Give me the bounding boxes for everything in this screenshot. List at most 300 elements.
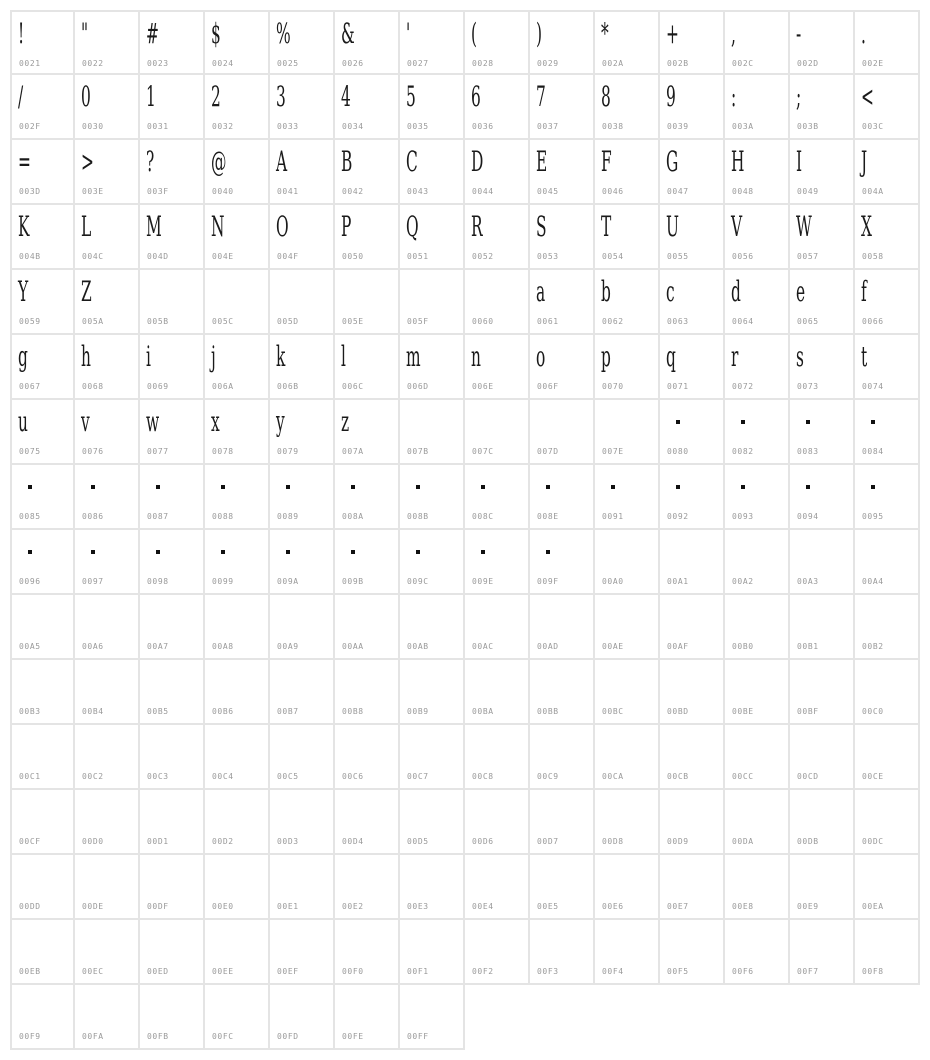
glyph-cell bbox=[725, 660, 790, 725]
glyph-sample: p bbox=[601, 340, 611, 373]
codepoint-label: 0055 bbox=[667, 252, 689, 261]
codepoint-label: 00B4 bbox=[82, 707, 104, 716]
codepoint-label: 00FD bbox=[277, 1032, 299, 1041]
codepoint-label: 0047 bbox=[667, 187, 689, 196]
glyph-cell bbox=[335, 75, 400, 140]
glyph-sample: s bbox=[796, 340, 804, 373]
glyph-cell bbox=[270, 855, 335, 920]
glyph-cell bbox=[660, 335, 725, 400]
codepoint-label: 00C7 bbox=[407, 772, 429, 781]
codepoint-label: 00F2 bbox=[472, 967, 494, 976]
glyph-cell bbox=[335, 530, 400, 595]
glyph-sample: N bbox=[211, 210, 225, 243]
glyph-cell bbox=[725, 595, 790, 660]
glyph-sample: l bbox=[341, 340, 346, 373]
glyph-cell bbox=[725, 205, 790, 270]
glyph-cell bbox=[530, 400, 595, 465]
glyph-cell bbox=[465, 855, 530, 920]
placeholder-dot-icon bbox=[871, 420, 875, 424]
glyph-cell bbox=[335, 660, 400, 725]
glyph-cell bbox=[400, 270, 465, 335]
glyph-cell bbox=[790, 530, 855, 595]
glyph-cell bbox=[855, 335, 920, 400]
codepoint-label: 00DD bbox=[19, 902, 41, 911]
glyph-sample: S bbox=[536, 210, 547, 243]
glyph-cell bbox=[790, 205, 855, 270]
glyph-cell bbox=[595, 75, 660, 140]
glyph-cell bbox=[595, 855, 660, 920]
codepoint-label: 00AD bbox=[537, 642, 559, 651]
glyph-cell bbox=[855, 660, 920, 725]
glyph-cell bbox=[335, 855, 400, 920]
glyph-cell bbox=[595, 270, 660, 335]
glyph-cell bbox=[595, 920, 660, 985]
glyph-cell bbox=[140, 205, 205, 270]
codepoint-label: 0069 bbox=[147, 382, 169, 391]
codepoint-label: 0049 bbox=[797, 187, 819, 196]
codepoint-label: 005D bbox=[277, 317, 299, 326]
glyph-cell bbox=[725, 10, 790, 75]
glyph-cell bbox=[465, 790, 530, 855]
glyph-sample: v bbox=[81, 405, 90, 438]
glyph-sample: / bbox=[18, 80, 24, 113]
codepoint-label: 0061 bbox=[537, 317, 559, 326]
codepoint-label: 00A0 bbox=[602, 577, 624, 586]
codepoint-label: 008B bbox=[407, 512, 429, 521]
codepoint-label: 00F6 bbox=[732, 967, 754, 976]
glyph-sample: g bbox=[18, 340, 28, 373]
codepoint-label: 00AF bbox=[667, 642, 689, 651]
glyph-cell bbox=[75, 595, 140, 660]
glyph-cell bbox=[10, 530, 75, 595]
codepoint-label: 00E6 bbox=[602, 902, 624, 911]
glyph-sample: z bbox=[341, 405, 350, 438]
glyph-cell bbox=[335, 270, 400, 335]
glyph-cell bbox=[660, 465, 725, 530]
glyph-sample: j bbox=[211, 340, 216, 373]
codepoint-label: 005B bbox=[147, 317, 169, 326]
glyph-cell bbox=[75, 335, 140, 400]
codepoint-label: 00BE bbox=[732, 707, 754, 716]
glyph-cell bbox=[595, 400, 660, 465]
codepoint-label: 00B7 bbox=[277, 707, 299, 716]
glyph-cell bbox=[660, 530, 725, 595]
glyph-cell bbox=[270, 920, 335, 985]
glyph-cell bbox=[335, 400, 400, 465]
glyph-cell bbox=[400, 855, 465, 920]
glyph-sample: i bbox=[146, 340, 151, 373]
codepoint-label: 0066 bbox=[862, 317, 884, 326]
glyph-cell bbox=[335, 335, 400, 400]
glyph-cell bbox=[660, 660, 725, 725]
glyph-sample: G bbox=[666, 145, 679, 178]
codepoint-label: 0026 bbox=[342, 59, 364, 68]
codepoint-label: 00BA bbox=[472, 707, 494, 716]
glyph-cell bbox=[660, 270, 725, 335]
glyph-cell bbox=[660, 205, 725, 270]
glyph-cell bbox=[205, 75, 270, 140]
glyph-cell bbox=[465, 530, 530, 595]
placeholder-dot-icon bbox=[286, 485, 290, 489]
glyph-cell bbox=[10, 270, 75, 335]
codepoint-label: 00B8 bbox=[342, 707, 364, 716]
codepoint-label: 00B9 bbox=[407, 707, 429, 716]
glyph-cell bbox=[10, 205, 75, 270]
glyph-cell bbox=[10, 335, 75, 400]
glyph-sample: L bbox=[81, 210, 92, 243]
glyph-sample: F bbox=[601, 145, 612, 178]
placeholder-dot-icon bbox=[156, 550, 160, 554]
codepoint-label: 00B0 bbox=[732, 642, 754, 651]
placeholder-dot-icon bbox=[28, 485, 32, 489]
codepoint-label: 003F bbox=[147, 187, 169, 196]
codepoint-label: 0074 bbox=[862, 382, 884, 391]
glyph-cell bbox=[790, 465, 855, 530]
codepoint-label: 00AB bbox=[407, 642, 429, 651]
codepoint-label: 002E bbox=[862, 59, 884, 68]
codepoint-label: 0071 bbox=[667, 382, 689, 391]
codepoint-label: 00B5 bbox=[147, 707, 169, 716]
glyph-cell bbox=[855, 205, 920, 270]
codepoint-label: 003D bbox=[19, 187, 41, 196]
codepoint-label: 00FB bbox=[147, 1032, 169, 1041]
glyph-sample: ! bbox=[18, 17, 25, 50]
codepoint-label: 00B1 bbox=[797, 642, 819, 651]
codepoint-label: 00D3 bbox=[277, 837, 299, 846]
codepoint-label: 0085 bbox=[19, 512, 41, 521]
codepoint-label: 00DE bbox=[82, 902, 104, 911]
codepoint-label: 00AC bbox=[472, 642, 494, 651]
glyph-cell bbox=[10, 75, 75, 140]
codepoint-label: 0058 bbox=[862, 252, 884, 261]
codepoint-label: 00E8 bbox=[732, 902, 754, 911]
glyph-sample: 7 bbox=[536, 80, 546, 113]
codepoint-label: 00D0 bbox=[82, 837, 104, 846]
codepoint-label: 0053 bbox=[537, 252, 559, 261]
codepoint-label: 0075 bbox=[19, 447, 41, 456]
glyph-sample: ? bbox=[146, 145, 155, 178]
codepoint-label: 00EE bbox=[212, 967, 234, 976]
glyph-cell bbox=[595, 335, 660, 400]
placeholder-dot-icon bbox=[28, 550, 32, 554]
codepoint-label: 0029 bbox=[537, 59, 559, 68]
glyph-sample: X bbox=[861, 210, 872, 243]
codepoint-label: 00F5 bbox=[667, 967, 689, 976]
glyph-cell bbox=[270, 205, 335, 270]
codepoint-label: 009F bbox=[537, 577, 559, 586]
glyph-sample: - bbox=[796, 17, 802, 50]
codepoint-label: 0045 bbox=[537, 187, 559, 196]
glyph-cell bbox=[75, 790, 140, 855]
codepoint-label: 002D bbox=[797, 59, 819, 68]
codepoint-label: 0057 bbox=[797, 252, 819, 261]
codepoint-label: 0093 bbox=[732, 512, 754, 521]
glyph-cell bbox=[400, 595, 465, 660]
codepoint-label: 0077 bbox=[147, 447, 169, 456]
placeholder-dot-icon bbox=[806, 485, 810, 489]
codepoint-label: 00CE bbox=[862, 772, 884, 781]
glyph-cell bbox=[10, 595, 75, 660]
codepoint-label: 0052 bbox=[472, 252, 494, 261]
codepoint-label: 0050 bbox=[342, 252, 364, 261]
glyph-cell bbox=[790, 75, 855, 140]
codepoint-label: 0051 bbox=[407, 252, 429, 261]
glyph-cell bbox=[270, 595, 335, 660]
codepoint-label: 0046 bbox=[602, 187, 624, 196]
glyph-cell bbox=[75, 660, 140, 725]
glyph-cell bbox=[400, 465, 465, 530]
codepoint-label: 00E4 bbox=[472, 902, 494, 911]
glyph-sample: C bbox=[406, 145, 418, 178]
glyph-cell bbox=[725, 335, 790, 400]
codepoint-label: 008A bbox=[342, 512, 364, 521]
glyph-cell bbox=[270, 660, 335, 725]
codepoint-label: 005C bbox=[212, 317, 234, 326]
glyph-cell bbox=[140, 920, 205, 985]
codepoint-label: 0078 bbox=[212, 447, 234, 456]
glyph-cell bbox=[855, 530, 920, 595]
glyph-cell bbox=[790, 920, 855, 985]
codepoint-label: 00EF bbox=[277, 967, 299, 976]
placeholder-dot-icon bbox=[416, 485, 420, 489]
glyph-cell bbox=[75, 530, 140, 595]
codepoint-label: 0054 bbox=[602, 252, 624, 261]
codepoint-label: 004B bbox=[19, 252, 41, 261]
glyph-cell bbox=[205, 790, 270, 855]
glyph-sample: V bbox=[731, 210, 743, 243]
codepoint-label: 00E2 bbox=[342, 902, 364, 911]
glyph-sample: m bbox=[406, 340, 421, 373]
glyph-cell bbox=[725, 75, 790, 140]
codepoint-label: 0098 bbox=[147, 577, 169, 586]
glyph-cell bbox=[725, 725, 790, 790]
codepoint-label: 0027 bbox=[407, 59, 429, 68]
glyph-cell bbox=[140, 465, 205, 530]
glyph-sample: 8 bbox=[601, 80, 611, 113]
codepoint-label: 0062 bbox=[602, 317, 624, 326]
codepoint-label: 0025 bbox=[277, 59, 299, 68]
codepoint-label: 0044 bbox=[472, 187, 494, 196]
glyph-sample: t bbox=[861, 340, 868, 373]
glyph-cell bbox=[530, 205, 595, 270]
codepoint-label: 00C4 bbox=[212, 772, 234, 781]
codepoint-label: 0033 bbox=[277, 122, 299, 131]
codepoint-label: 002A bbox=[602, 59, 624, 68]
glyph-sample: 4 bbox=[341, 80, 351, 113]
codepoint-label: 0064 bbox=[732, 317, 754, 326]
codepoint-label: 007D bbox=[537, 447, 559, 456]
glyph-cell bbox=[140, 75, 205, 140]
codepoint-label: 0079 bbox=[277, 447, 299, 456]
codepoint-label: 002C bbox=[732, 59, 754, 68]
glyph-cell bbox=[595, 10, 660, 75]
glyph-cell bbox=[855, 595, 920, 660]
codepoint-label: 009C bbox=[407, 577, 429, 586]
glyph-cell bbox=[530, 920, 595, 985]
codepoint-label: 00DA bbox=[732, 837, 754, 846]
glyph-cell bbox=[335, 10, 400, 75]
codepoint-label: 005F bbox=[407, 317, 429, 326]
glyph-sample: n bbox=[471, 340, 481, 373]
codepoint-label: 0042 bbox=[342, 187, 364, 196]
glyph-cell bbox=[270, 530, 335, 595]
glyph-cell bbox=[660, 855, 725, 920]
glyph-cell bbox=[660, 10, 725, 75]
placeholder-dot-icon bbox=[351, 485, 355, 489]
glyph-cell bbox=[530, 595, 595, 660]
glyph-sample: w bbox=[146, 405, 160, 438]
glyph-cell bbox=[205, 530, 270, 595]
codepoint-label: 003E bbox=[82, 187, 104, 196]
glyph-cell bbox=[335, 985, 400, 1050]
codepoint-label: 00A7 bbox=[147, 642, 169, 651]
glyph-cell bbox=[140, 400, 205, 465]
codepoint-label: 00C3 bbox=[147, 772, 169, 781]
glyph-cell bbox=[790, 270, 855, 335]
codepoint-label: 0041 bbox=[277, 187, 299, 196]
codepoint-label: 0088 bbox=[212, 512, 234, 521]
glyph-cell bbox=[335, 725, 400, 790]
glyph-cell bbox=[205, 855, 270, 920]
glyph-sample: Q bbox=[406, 210, 419, 243]
codepoint-label: 00C2 bbox=[82, 772, 104, 781]
codepoint-label: 00A6 bbox=[82, 642, 104, 651]
glyph-sample: K bbox=[18, 210, 30, 243]
glyph-sample: ' bbox=[406, 17, 411, 50]
glyph-sample: o bbox=[536, 340, 546, 373]
glyph-cell bbox=[595, 790, 660, 855]
codepoint-label: 0094 bbox=[797, 512, 819, 521]
glyph-sample: q bbox=[666, 340, 676, 373]
glyph-cell bbox=[725, 920, 790, 985]
glyph-cell bbox=[725, 465, 790, 530]
codepoint-label: 00E1 bbox=[277, 902, 299, 911]
glyph-sample: = bbox=[18, 145, 31, 178]
glyph-cell bbox=[790, 595, 855, 660]
glyph-cell bbox=[140, 855, 205, 920]
codepoint-label: 00F9 bbox=[19, 1032, 41, 1041]
codepoint-label: 00D1 bbox=[147, 837, 169, 846]
codepoint-label: 00F1 bbox=[407, 967, 429, 976]
glyph-cell bbox=[140, 335, 205, 400]
codepoint-label: 0031 bbox=[147, 122, 169, 131]
glyph-cell bbox=[660, 140, 725, 205]
codepoint-label: 0092 bbox=[667, 512, 689, 521]
glyph-cell bbox=[790, 790, 855, 855]
glyph-cell bbox=[465, 595, 530, 660]
glyph-sample: Z bbox=[81, 275, 92, 308]
glyph-cell bbox=[465, 270, 530, 335]
glyph-sample: ; bbox=[796, 80, 802, 113]
codepoint-label: 0060 bbox=[472, 317, 494, 326]
glyph-cell bbox=[400, 530, 465, 595]
codepoint-label: 00EC bbox=[82, 967, 104, 976]
glyph-cell bbox=[270, 140, 335, 205]
glyph-sample: @ bbox=[211, 145, 227, 178]
glyph-sample: Y bbox=[18, 275, 29, 308]
glyph-cell bbox=[595, 465, 660, 530]
codepoint-label: 00E0 bbox=[212, 902, 234, 911]
codepoint-label: 00C1 bbox=[19, 772, 41, 781]
glyph-cell bbox=[725, 790, 790, 855]
glyph-cell bbox=[270, 985, 335, 1050]
glyph-cell bbox=[465, 400, 530, 465]
codepoint-label: 00D9 bbox=[667, 837, 689, 846]
codepoint-label: 00BD bbox=[667, 707, 689, 716]
glyph-cell bbox=[855, 855, 920, 920]
glyph-cell bbox=[75, 725, 140, 790]
placeholder-dot-icon bbox=[351, 550, 355, 554]
glyph-sample: P bbox=[341, 210, 352, 243]
codepoint-label: 004D bbox=[147, 252, 169, 261]
codepoint-label: 0035 bbox=[407, 122, 429, 131]
glyph-cell bbox=[335, 140, 400, 205]
codepoint-label: 00FC bbox=[212, 1032, 234, 1041]
codepoint-label: 009B bbox=[342, 577, 364, 586]
codepoint-label: 004C bbox=[82, 252, 104, 261]
codepoint-label: 004E bbox=[212, 252, 234, 261]
codepoint-label: 00BC bbox=[602, 707, 624, 716]
glyph-cell bbox=[530, 140, 595, 205]
glyph-cell bbox=[205, 595, 270, 660]
codepoint-label: 00C8 bbox=[472, 772, 494, 781]
placeholder-dot-icon bbox=[91, 485, 95, 489]
glyph-cell bbox=[660, 725, 725, 790]
glyph-sample: I bbox=[796, 145, 803, 178]
codepoint-label: 00BF bbox=[797, 707, 819, 716]
glyph-sample: ( bbox=[471, 17, 478, 50]
glyph-cell bbox=[205, 920, 270, 985]
codepoint-label: 0095 bbox=[862, 512, 884, 521]
placeholder-dot-icon bbox=[676, 485, 680, 489]
codepoint-label: 007A bbox=[342, 447, 364, 456]
glyph-cell bbox=[335, 920, 400, 985]
codepoint-label: 00E3 bbox=[407, 902, 429, 911]
codepoint-label: 002F bbox=[19, 122, 41, 131]
codepoint-label: 00C0 bbox=[862, 707, 884, 716]
placeholder-dot-icon bbox=[676, 420, 680, 424]
glyph-cell bbox=[205, 465, 270, 530]
glyph-sample: d bbox=[731, 275, 741, 308]
codepoint-label: 006B bbox=[277, 382, 299, 391]
glyph-sample: c bbox=[666, 275, 675, 308]
glyph-cell bbox=[595, 595, 660, 660]
glyph-cell bbox=[465, 10, 530, 75]
glyph-sample: k bbox=[276, 340, 286, 373]
glyph-cell bbox=[790, 140, 855, 205]
glyph-cell bbox=[10, 855, 75, 920]
codepoint-label: 0043 bbox=[407, 187, 429, 196]
codepoint-label: 007C bbox=[472, 447, 494, 456]
codepoint-label: 00F7 bbox=[797, 967, 819, 976]
glyph-sample: u bbox=[18, 405, 28, 438]
codepoint-label: 00DC bbox=[862, 837, 884, 846]
glyph-cell bbox=[855, 10, 920, 75]
placeholder-dot-icon bbox=[91, 550, 95, 554]
glyph-sample: O bbox=[276, 210, 289, 243]
placeholder-dot-icon bbox=[741, 485, 745, 489]
codepoint-label: 008E bbox=[537, 512, 559, 521]
codepoint-label: 0068 bbox=[82, 382, 104, 391]
glyph-cell bbox=[140, 790, 205, 855]
glyph-sample: h bbox=[81, 340, 91, 373]
glyph-sample: $ bbox=[211, 17, 221, 50]
glyph-cell bbox=[790, 660, 855, 725]
glyph-sample: 2 bbox=[211, 80, 221, 113]
codepoint-label: 00A5 bbox=[19, 642, 41, 651]
codepoint-label: 0038 bbox=[602, 122, 624, 131]
codepoint-label: 00B3 bbox=[19, 707, 41, 716]
